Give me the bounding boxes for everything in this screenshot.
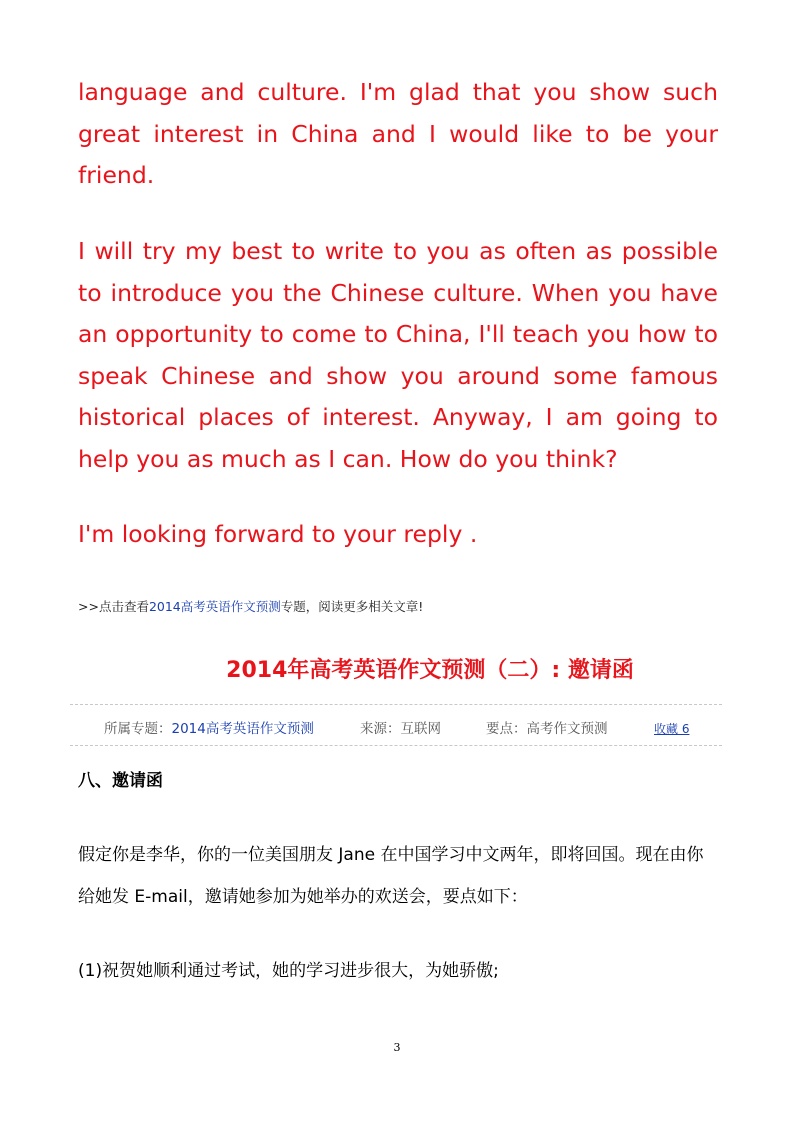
- letter-paragraph-2: I will try my best to write to you as often as possible to introduce you the Chinese culture. When you have an opportunity to come to China, I'll teach you how to speak Chinese and show you around some famous historical places of interest. Anyway, I am going to help you as much as I can. How do you think?: [78, 237, 718, 473]
- key-points-meta: [486, 717, 608, 737]
- article-meta-bar: [70, 704, 722, 746]
- topic-link[interactable]: 2014高考英语作文预测: [171, 721, 314, 737]
- related-topic-line: [78, 597, 423, 615]
- related-topic-prefix: >>点击查看: [78, 599, 149, 614]
- letter-paragraph-1: language and culture. I'm glad that you show such great interest in China and I would like to be your friend.: [78, 78, 718, 189]
- article-title: 2014年高考英语作文预测（二）: 邀请函: [226, 658, 634, 683]
- related-topic-link[interactable]: 2014高考英语作文预测: [148, 599, 281, 614]
- topic-label: 所属专题：: [104, 721, 172, 737]
- letter-closing: I'm looking forward to your reply .: [78, 520, 478, 548]
- source-label: 来源：: [360, 721, 401, 737]
- favorite-link[interactable]: 收藏 6: [654, 722, 690, 736]
- key-points-value: 高考作文预测: [526, 721, 608, 737]
- section-heading: 八、邀请函: [78, 771, 163, 791]
- page-number: 3: [393, 1041, 401, 1054]
- task-description: 假定你是李华，你的一位美国朋友 Jane 在中国学习中文两年，即将回国。现在由你给她发 E-mail，邀请她参加为她举办的欢送会，要点如下：: [78, 845, 704, 907]
- source-value: 互联网: [400, 721, 441, 737]
- related-topic-suffix: 专题，阅读更多相关文章!: [280, 599, 424, 614]
- key-points-label: 要点：: [486, 721, 527, 737]
- topic-meta: [104, 717, 314, 737]
- task-point-1: (1)祝贺她顺利通过考试，她的学习进步很大，为她骄傲;: [78, 961, 499, 981]
- source-meta: [360, 717, 441, 737]
